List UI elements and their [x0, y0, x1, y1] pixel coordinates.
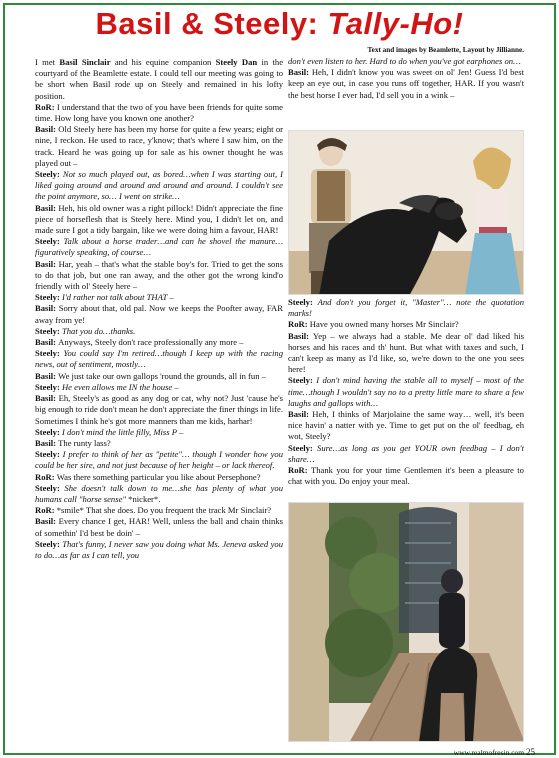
dialogue-paragraph	[35, 303, 283, 325]
photo-gate-rider	[288, 502, 524, 742]
dialogue-paragraph	[288, 331, 524, 376]
speaker-label: Steely:	[35, 381, 62, 392]
dialogue-text: Was there something particular you like about Persephone?	[56, 471, 261, 482]
dialogue-paragraph	[288, 465, 524, 487]
dialogue-paragraph	[35, 236, 283, 258]
credit-line: Text and images by Beamlette, Layout by Jillianne.	[367, 46, 524, 54]
speaker-label: Steely:	[35, 426, 62, 437]
dialogue-text: The runty lass?	[58, 437, 111, 448]
dialogue-paragraph	[288, 67, 524, 101]
page-footer	[415, 747, 535, 757]
speaker-label: Basil:	[288, 330, 313, 341]
speaker-label: Steely Dan	[215, 57, 258, 67]
dialogue-paragraph	[288, 56, 524, 67]
speaker-label: Basil:	[35, 124, 59, 135]
dialogue-text: Sorry about that, old pal. Now we keeps the Poofter away, FAR away from ye!	[35, 303, 283, 325]
speaker-label: Basil:	[35, 303, 59, 314]
dialogue-paragraph	[35, 516, 283, 538]
speaker-label: Steely:	[35, 538, 63, 549]
dialogue-paragraph	[288, 375, 524, 409]
dialogue-paragraph	[288, 297, 524, 319]
speaker-label: Basil:	[35, 516, 59, 527]
page-title	[5, 5, 554, 43]
right-column-mid	[288, 297, 524, 487]
title-tail: Tally-Ho!	[327, 6, 464, 41]
dialogue-text: I don't mind having the stable all to myself – most of the time…though I wouldn't say no to a pretty little mare to share a few laughs and gallops with…	[288, 375, 524, 408]
dialogue-paragraph	[35, 483, 283, 505]
dialogue-paragraph	[288, 319, 524, 330]
dialogue-text: Not so much played out, as bored…when I was starting out, I liked going around and around and around and around. I couldn't see the point anymore, so… I went on strike…	[35, 169, 284, 202]
dialogue-paragraph	[35, 382, 283, 393]
dialogue-text: Thank you for your time Gentlemen it's been a pleasure to chat with you. Do enjoy your meal.	[288, 465, 524, 487]
dialogue-text: Har, yeah – that's what the stable boy's for. Tried to get the sons to do that job, but one ran away, and the other got the wrong kind'o friendly with ol' Steely here –	[35, 258, 283, 292]
dialogue-text: Heh, I didn't know you was sweet on ol' Jen! Guess I'd best keep an eye out, in case you runs off together, HAR. If you wasn't the best horse I ever had, I'd sell you in a wink –	[288, 67, 524, 100]
speaker-label: RoR:	[288, 319, 310, 330]
speaker-label: RoR:	[35, 101, 57, 112]
dialogue-paragraph	[35, 539, 283, 561]
dialogue-text: Eh, Steely's as good as any dog or cat, why not? Just 'cause he's big enough to ride don't mean he don't appreciate the finer things in life. Sometimes I think he's got more manners than me kids, harhar!	[35, 393, 283, 426]
dialogue-paragraph	[35, 57, 283, 102]
dialogue-paragraph	[35, 326, 283, 337]
photo1-illustration	[289, 131, 524, 295]
dialogue-text: I prefer to think of her as "petite"… though I wonder how you could be her sire, and not just because of her height – or lack thereof.	[35, 449, 284, 471]
dialogue-paragraph	[35, 203, 283, 237]
dialogue-text: And don't you forget it, "Master"… note the quotation marks!	[288, 297, 524, 319]
speaker-label: Basil:	[35, 202, 59, 213]
dialogue-text: She doesn't talk down to me…she has plenty of what you humans call "horse sense"	[35, 482, 283, 504]
dialogue-text: Sure…as long as you get YOUR own feedbag – I don't share…	[288, 442, 525, 464]
speaker-label: RoR:	[35, 505, 57, 516]
speaker-label: Basil:	[35, 437, 59, 448]
dialogue-text: Every chance I get, HAR! Well, unless the ball and chain thinks of somethin' I'd best be doin' –	[35, 516, 283, 538]
dialogue-paragraph	[35, 505, 283, 516]
speaker-label: Basil:	[35, 393, 59, 404]
speaker-label: Steely:	[35, 348, 64, 359]
speaker-label: Steely:	[288, 297, 318, 307]
speaker-label: RoR:	[35, 471, 57, 482]
speaker-label: Steely:	[288, 442, 318, 453]
speaker-label: Steely:	[35, 482, 65, 493]
dialogue-text: He even allows me IN the house –	[61, 381, 179, 392]
dialogue-text: Heh, I thinks of Marjolaine the same way… well, it's been nice havin' a natter with ye. Time to get put on the ol' feedbag, eh wot, Steely?	[288, 409, 524, 442]
right-top-text	[288, 56, 524, 101]
footer-url[interactable]: www.realmofresin.com	[453, 748, 525, 757]
dialogue-text: Old Steely here has been my horse for quite a few years; eight or nine, I reckon. He used to race, y'know; that's where I saw him, on the track. Heard he was going up for sale as his owner thought he was played out –	[35, 124, 283, 168]
dialogue-paragraph	[35, 449, 283, 471]
dialogue-text: I met	[35, 57, 60, 67]
speaker-label: Steely:	[35, 292, 62, 303]
dialogue-paragraph	[35, 393, 283, 427]
photo-basil-steely-jeneva	[288, 130, 524, 295]
speaker-label: Basil:	[288, 67, 312, 78]
dialogue-text: *smile* That she does. Do you frequent the track Mr Sinclair?	[56, 505, 272, 516]
dialogue-paragraph	[35, 438, 283, 449]
dialogue-paragraph	[35, 371, 283, 382]
speaker-label: Steely:	[35, 325, 62, 336]
dialogue-text: I'd rather not talk about THAT –	[61, 292, 174, 303]
dialogue-text: Have you owned many horses Mr Sinclair?	[309, 319, 459, 330]
speaker-label: Steely:	[35, 169, 63, 180]
photo2-illustration	[289, 503, 524, 742]
dialogue-paragraph	[35, 124, 283, 169]
right-column-top	[288, 45, 524, 101]
speaker-label: Steely:	[35, 236, 64, 247]
magazine-page	[3, 3, 556, 755]
speaker-label: Steely:	[288, 375, 317, 386]
dialogue-paragraph	[35, 337, 283, 348]
page-number: 25	[526, 747, 535, 757]
speaker-label: Basil:	[288, 409, 313, 420]
speaker-label: Basil:	[35, 258, 59, 269]
dialogue-text: Talk about a horse trader…and can he shovel the manure…figuratively speaking, of course…	[35, 236, 283, 258]
dialogue-paragraph	[35, 169, 283, 203]
dialogue-paragraph	[35, 259, 283, 293]
speaker-label: RoR:	[288, 465, 312, 476]
dialogue-text: and his equine companion	[110, 57, 216, 67]
dialogue-text: You could say I'm retired…though I keep up with the racing news, out of sentiment, mostly…	[35, 348, 283, 370]
dialogue-text: Heh, his old owner was a right pillock! Didn't appreciate the fine piece of horseflesh that is Steely here. Mind you, I didn't let on, and made sure I got a tidy bargain, like we were doing him a favour, HAR!	[35, 202, 283, 236]
dialogue-text: Anyways, Steely don't race professionally any more –	[58, 337, 244, 348]
dialogue-paragraph	[35, 348, 283, 370]
title-main: Basil & Steely:	[95, 6, 328, 41]
speaker-label: Basil:	[35, 370, 59, 381]
dialogue-text: I don't mind the little filly, Miss P –	[61, 426, 184, 437]
dialogue-text: We just take our own gallops 'round the grounds, all in fun –	[58, 370, 266, 381]
speaker-label: Basil Sinclair	[59, 57, 111, 67]
dialogue-paragraph	[35, 292, 283, 303]
dialogue-paragraph	[35, 472, 283, 483]
dialogue-paragraph	[288, 443, 524, 465]
left-column	[35, 57, 283, 561]
dialogue-text: don't even listen to her. Hard to do when you've got earphones on…	[288, 56, 521, 66]
dialogue-text: Yep – we always had a stable. Me dear ol' dad liked his horses and his races and th' hunt. But what with taxes and such, I can't keep as many as I'd like, so, we're down to the one you sees here!	[288, 330, 524, 375]
speaker-label: Steely:	[35, 449, 63, 460]
dialogue-text: That you do…thanks.	[61, 325, 136, 336]
dialogue-paragraph	[35, 102, 283, 124]
dialogue-text: in the courtyard of the Beamlette estate. I could tell our meeting was going to be short when Basil rode up on Steely and remained in his lofty position.	[35, 57, 284, 101]
dialogue-paragraph	[288, 409, 524, 443]
dialogue-text: *nicker*.	[126, 493, 161, 504]
dialogue-text: I understand that the two of you have been friends for quite some time. How long have you known one another?	[35, 101, 283, 124]
speaker-label: Basil:	[35, 337, 59, 348]
dialogue-text: That's funny, I never saw you doing what Ms. Jeneva asked you to do…as far as I can tell, you	[35, 538, 283, 560]
dialogue-paragraph	[35, 427, 283, 438]
